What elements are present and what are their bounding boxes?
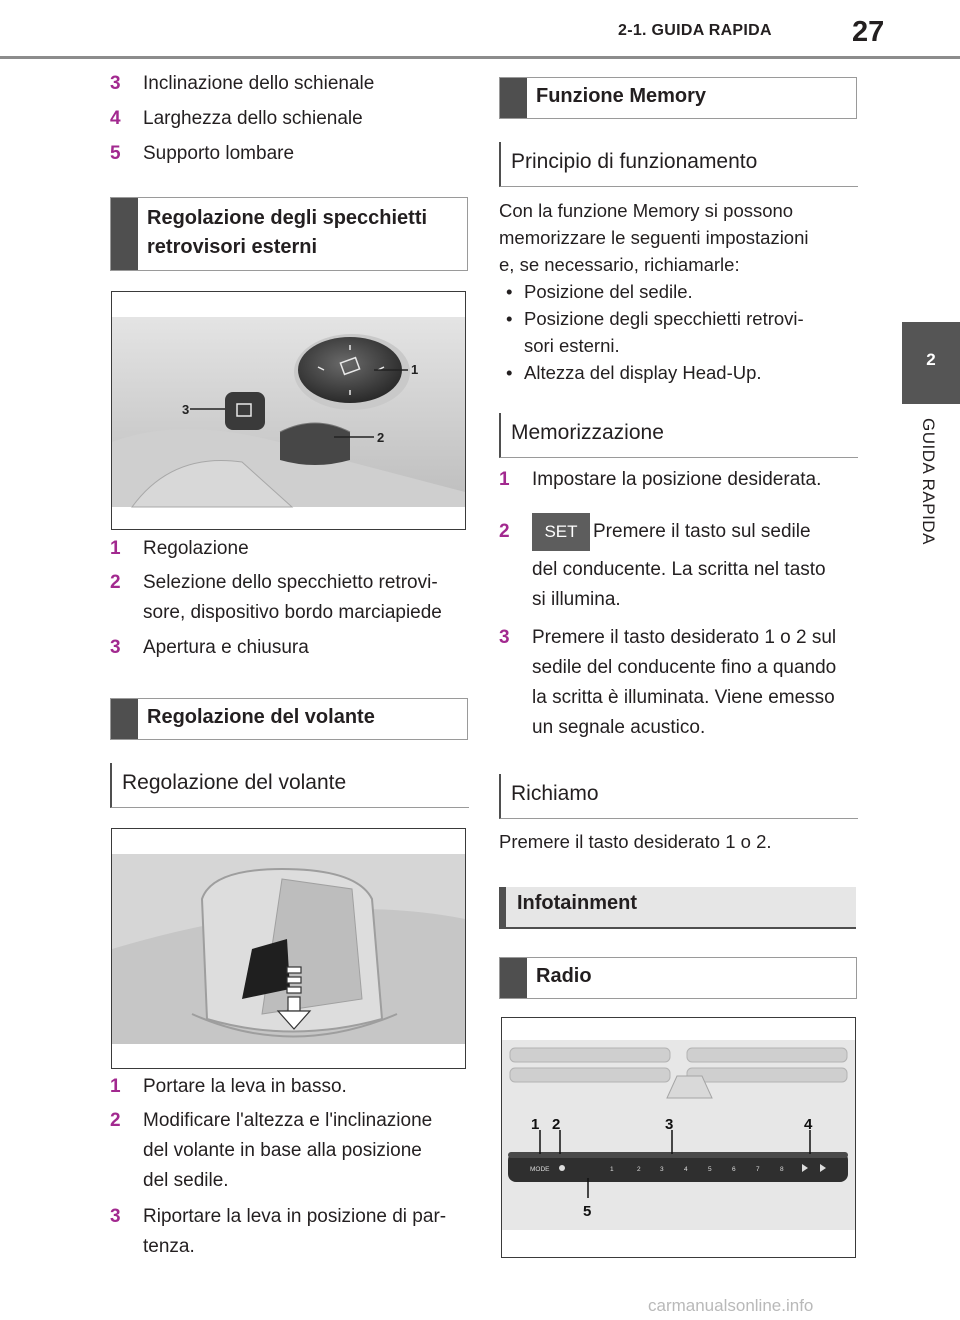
radio-callout-1: 1 — [531, 1116, 540, 1133]
subsection-heading-steering: Regolazione del volante — [110, 763, 469, 808]
svg-text:4: 4 — [684, 1166, 688, 1173]
steering-lever-figure — [111, 828, 466, 1069]
subsection-heading-store: Memorizzazione — [499, 413, 858, 458]
mirror-switch-figure — [111, 291, 466, 530]
running-header: 2-1. GUIDA RAPIDA — [618, 22, 772, 39]
radio-callout-5: 5 — [583, 1203, 592, 1220]
chapter-tab-label: GUIDA RAPIDA — [919, 418, 938, 545]
radio-panel-figure — [501, 1017, 856, 1258]
recall-text: Premere il tasto desiderato 1 o 2. — [499, 831, 772, 852]
section-heading-mirrors: Regolazione degli specchietti retrovisori esterni — [110, 197, 468, 271]
watermark: carmanualsonline.info — [648, 1296, 814, 1315]
header-rule — [0, 56, 960, 59]
svg-text:8: 8 — [780, 1166, 784, 1173]
section-heading-infotainment: Infotainment — [499, 887, 856, 929]
svg-text:5: 5 — [708, 1166, 712, 1173]
radio-callout-3: 3 — [665, 1116, 674, 1133]
page-number: 27 — [852, 16, 885, 48]
svg-text:6: 6 — [732, 1166, 736, 1173]
svg-text:1: 1 — [610, 1166, 614, 1173]
principle-text: Con la funzione Memory si possono memorizzare le seguenti impostazioni e, se necessario, richiamarle: — [499, 200, 809, 275]
principle-bullets: • Posizione del sedile. • Posizione degli specchietti retrovi- sori esterni. • Altezza del display Head-Up. — [506, 281, 804, 383]
section-heading-memory: Funzione Memory — [499, 77, 857, 119]
subsection-heading-recall: Richiamo — [499, 774, 858, 819]
subsection-heading-principle: Principio di funzionamento — [499, 142, 858, 187]
list-item: 2 SET Premere il tasto sul sedile del conducente. La scritta nel tasto si illumina. — [499, 513, 859, 613]
section-heading-radio: Radio — [499, 957, 857, 999]
mirror-callout-2: 2 — [377, 430, 385, 445]
section-heading-steering: Regolazione del volante — [110, 698, 468, 740]
set-button-icon: SET — [532, 513, 590, 551]
radio-callout-2: 2 — [552, 1116, 561, 1133]
radio-mode-label: MODE — [530, 1166, 550, 1173]
svg-text:3: 3 — [660, 1166, 664, 1173]
svg-text:7: 7 — [756, 1166, 760, 1173]
svg-text:2: 2 — [637, 1166, 641, 1173]
radio-callout-4: 4 — [804, 1116, 813, 1133]
mirror-callout-3: 3 — [182, 402, 190, 417]
chapter-tab-number: 2 — [926, 350, 936, 369]
mirror-callout-1: 1 — [411, 362, 419, 377]
